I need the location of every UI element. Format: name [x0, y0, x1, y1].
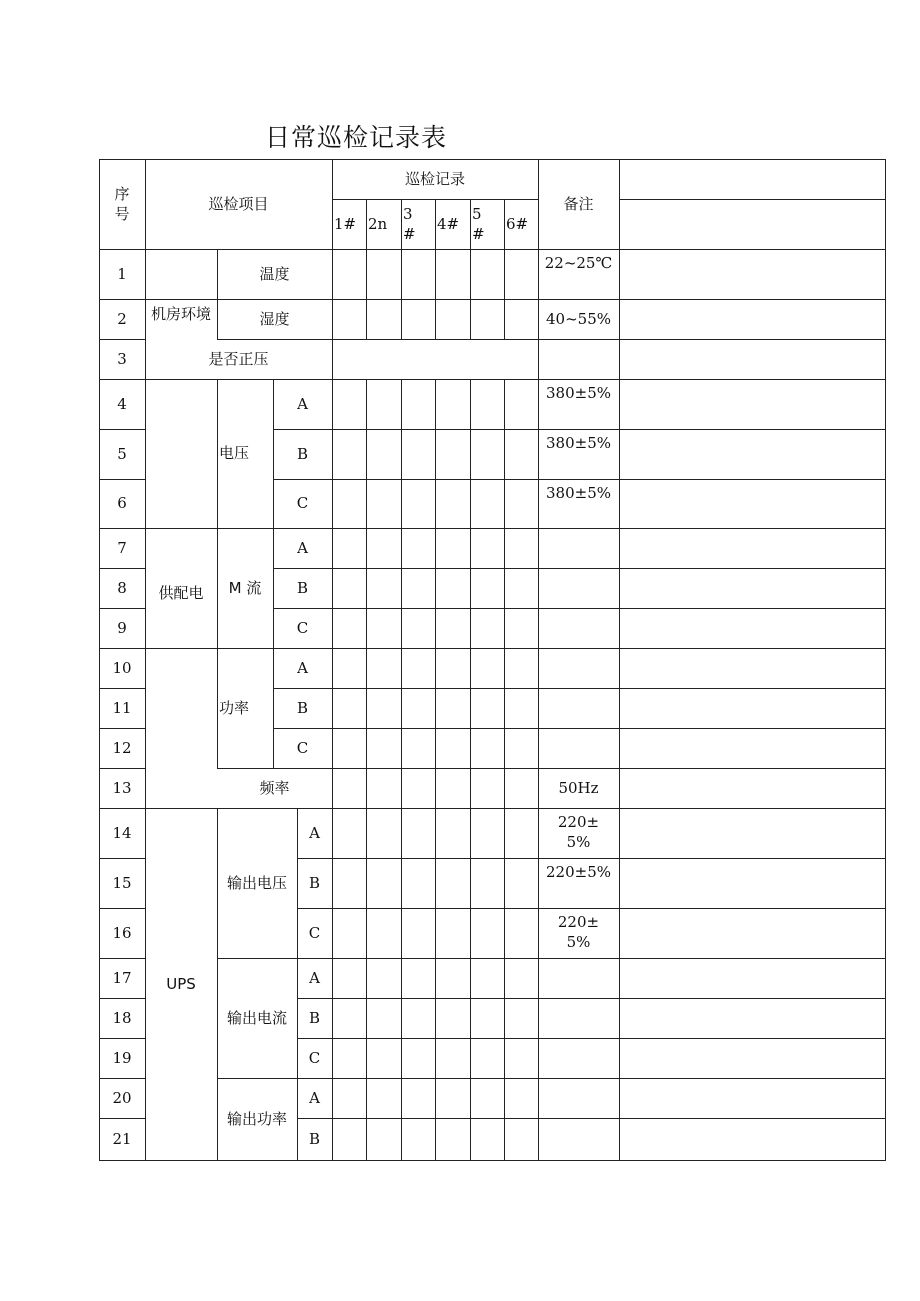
row-phase: A	[297, 394, 308, 413]
row-phase: C	[308, 923, 321, 942]
row-note	[538, 998, 619, 1038]
item-out-current: 输出电流	[226, 1008, 287, 1027]
row-number: 4	[117, 394, 127, 413]
header-record: 巡检记录	[404, 169, 465, 188]
table-rule	[885, 159, 886, 1161]
row-note	[538, 958, 619, 998]
item-current: M 流	[228, 578, 262, 597]
row-number: 1	[117, 264, 127, 283]
table-rule	[619, 199, 886, 200]
row-phase: C	[296, 494, 309, 513]
header-seq: 序 号	[114, 184, 130, 223]
row-number: 9	[117, 618, 127, 637]
table-rule	[145, 1160, 298, 1161]
row-note: 380±5%	[546, 384, 611, 402]
row-note	[538, 648, 619, 688]
row-phase: A	[297, 538, 308, 557]
row-note: 22~25℃	[544, 254, 613, 272]
row-phase: A	[309, 968, 320, 987]
row-number: 2	[117, 309, 127, 328]
row-phase: C	[296, 738, 309, 757]
row-number: 8	[117, 578, 127, 597]
row-note: 220± 5%	[557, 913, 600, 952]
row-number: 15	[112, 873, 132, 892]
item-out-power: 输出功率	[226, 1109, 287, 1128]
row-number: 21	[112, 1129, 132, 1148]
table-rule	[470, 379, 471, 1161]
item-humidity: 湿度	[259, 309, 290, 328]
row-phase: B	[308, 1129, 321, 1148]
header-unit-4: 4#	[437, 214, 460, 233]
item-frequency: 频率	[259, 778, 290, 797]
header-unit-3: 3 #	[403, 204, 416, 243]
row-number: 10	[112, 658, 132, 677]
row-phase: B	[308, 873, 321, 892]
row-note: 380±5%	[546, 434, 611, 452]
item-temperature: 温度	[259, 264, 290, 283]
row-number: 12	[112, 738, 132, 757]
table-rule	[99, 1160, 146, 1161]
group-power: 供配电	[158, 584, 204, 603]
row-note	[538, 1038, 619, 1078]
row-note: 50Hz	[558, 778, 599, 797]
row-phase: A	[309, 1088, 320, 1107]
table-rule	[470, 249, 471, 340]
row-phase: C	[296, 618, 309, 637]
row-note: 40~55%	[546, 309, 611, 328]
table-rule	[504, 379, 505, 1161]
row-note	[538, 528, 619, 568]
row-number: 3	[117, 349, 127, 368]
table-rule	[366, 379, 367, 1161]
row-note	[538, 688, 619, 728]
row-number: 14	[112, 823, 132, 842]
row-number: 11	[112, 698, 132, 717]
row-phase: A	[309, 823, 320, 842]
row-note	[538, 568, 619, 608]
table-rule	[619, 159, 620, 1161]
header-unit-1: 1#	[334, 214, 357, 233]
table-rule	[332, 249, 333, 1161]
table-rule	[366, 249, 367, 340]
header-unit-6: 6#	[506, 214, 529, 233]
row-note	[538, 728, 619, 768]
item-pressure: 是否正压	[208, 349, 269, 368]
row-note: 220±5%	[546, 863, 611, 881]
row-note	[538, 1118, 619, 1160]
row-phase: B	[308, 1008, 321, 1027]
item-out-voltage: 输出电压	[226, 873, 287, 892]
table-rule	[435, 379, 436, 1161]
row-note	[538, 608, 619, 648]
header-unit-5: 5 #	[472, 204, 485, 243]
row-note	[538, 339, 619, 379]
item-power: 功率	[219, 698, 250, 717]
row-phase: A	[297, 658, 308, 677]
row-note: 220± 5%	[557, 813, 600, 852]
row-phase: C	[308, 1048, 321, 1067]
group-room: 机房环境	[150, 304, 211, 323]
row-number: 18	[112, 1008, 132, 1027]
row-phase: B	[296, 578, 309, 597]
header-note: 备注	[563, 194, 594, 213]
group-ups: UPS	[166, 974, 196, 993]
item-voltage: 电压	[219, 444, 250, 463]
row-number: 5	[117, 444, 127, 463]
row-number: 19	[112, 1048, 132, 1067]
header-item: 巡检项目	[208, 194, 269, 213]
row-phase: B	[296, 698, 309, 717]
row-number: 17	[112, 968, 132, 987]
header-unit-2: 2n	[368, 214, 388, 233]
table-rule	[401, 379, 402, 1161]
row-number: 7	[117, 538, 127, 557]
page-title: 日常巡检记录表	[265, 123, 448, 152]
row-phase: B	[296, 444, 309, 463]
row-number: 6	[117, 494, 127, 513]
row-number: 13	[112, 778, 132, 797]
row-note	[538, 1078, 619, 1118]
row-note: 380±5%	[546, 484, 611, 502]
table-rule	[401, 249, 402, 340]
row-number: 20	[112, 1088, 132, 1107]
table-rule	[504, 249, 505, 340]
row-number: 16	[112, 923, 132, 942]
table-rule	[435, 249, 436, 340]
